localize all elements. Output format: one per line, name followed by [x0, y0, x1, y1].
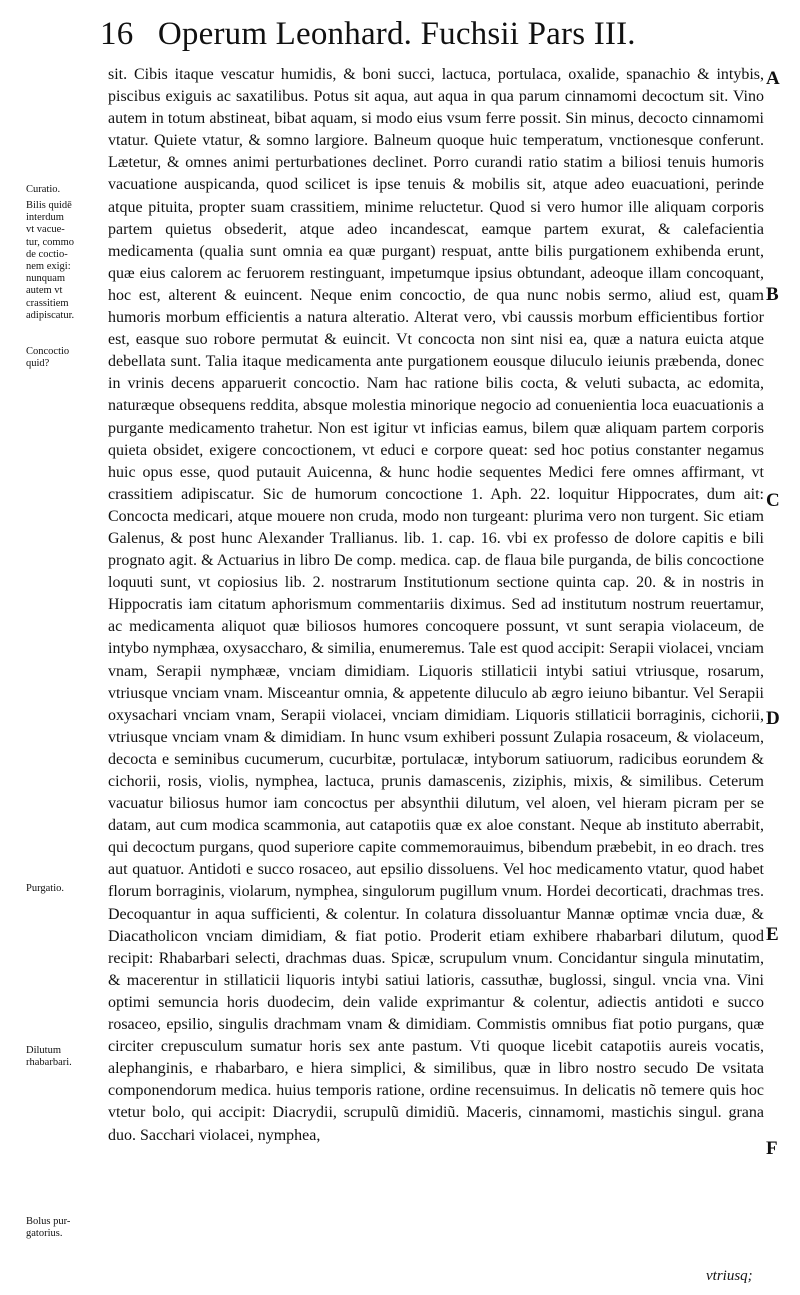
section-letter-c: C — [766, 490, 780, 511]
main-text — [108, 64, 764, 1147]
body-paragraph: sit. Cibis itaque vescatur humidis, & boni succi, lactuca, portulaca, oxalide, spanachio & intybis, piscibus exiguis ac saxatilibus. Potus sit aqua, aut aqua in qua parum cinnamomi decoctum sit. Vino autem in totum abstineat, bibat aquam, si modo eius vsum ferre possit. Sin minus, decocto cinnamomi vtatur. Quiete vtatur, & somno largiore. Balneum quoque huic temperatum, vnctionesque conferunt. Lætetur, & omnes animi perturbationes declinet. Porro curandi ratio statim a biliosi tenuis humoris vacuatione auspicanda, quod scilicet is ipse tenuis & mobilis sit, atque adeo euacuationi, perinde atque pituita, propter suam crassitiem, minime reluctetur. Quod si vero humor ille aliquam corporis partem quietus obsederit, atque adeo incandescat, eamque partem exurat, & calefacientia medicamenta (qualia sunt omnia ea quæ purgant) respuat, antte bilis purgationem exhibenda erunt, quæ eius calorem ac feruorem restinguant, impetumque ipsius obtundant, adeoque illam concoquant, hoc est, alterent & euincent. Neque enim concoctio, de qua nunc nobis sermo, aliud est, quam humoris morbum efficientis a natura alteratio. Alterat vero, vbi caussis morbum efficientibus fortior est, easque suo robore permutat & euincit. Vt concocta non sint nisi ea, quæ a natura euicta atque debellata sunt. Talia itaque medicamenta ante purgationem eousque diluculo ieiunis præbenda, donec in vrinis decens apparuerit concoctio. Nam hac ratione bilis cocta, & veluti subacta, ac edomita, naturæque obsequens reddita, absque molestia minorique negocio ad conuenientia loca euacuationis a purgante medicamento trahetur. Non est igitur vt inficias eamus, bilem quæ aliquam partem corporis quieta obsidet, exigere concoctionem, vt educi e corpore queat: sed hoc potius constanter negamus huic opus esse, quod putauit Auicenna, & hunc hodie sequentes Medici fere omnes affirmant, vt crassitiem adipiscatur. Sic de humorum concoctione 1. Aph. 22. loquitur Hippocrates, dum ait: Concocta medicari, atque mouere non cruda, modo non turgeant: plurima vero non turgent. Sic etiam Galenus, & post hunc Alexander Trallianus. lib. 1. cap. 16. vbi ex professo de dolore capitis e bili prognato agit. & Actuarius in libro De comp. medica. cap. de flaua bile purganda, de bilis concoctione loquuti sunt, vt copiosius lib. 2. nostrarum Institutionum sectione quinta cap. 20. & in nostris in Hippocratis iam citatum aphorismum commentariis diximus. Sed ad institutum nostrum reuertamur, ac medicamenta aliquot quæ biliosos humores concoquere possunt, vt sunt serapia violaceum, de intybo nymphæa, oxysaccharo, & similia, enumeremus. Tale est quod accipit: Serapii violacei, vnciam vnam, Serapii nymphææ, vnciam dimidiam. Liquoris stillaticii intybi satiui vtriusque, rosarum, vtriusque vnciam vnam. Misceantur omnia, & appetente diluculo ab ægro ieiuno bibantur. Vel Serapii oxysachari vnciam vnam, Serapii violacei, vnciam dimidiam. Liquoris stillaticii borraginis, cichorii, vtriusque vnciam vnam & dimidiam. In hunc vsum exhiberi possunt Zulapia rosaceum, & violaceum, decocta e seminibus cucumerum, cucurbitæ, portulacæ, intyborum satiuorum, radicibus eorundem & cichorii, rosis, violis, nymphea, lactuca, prunis damascenis, ziziphis, mixis, & similibus. Ceterum vacuatur biliosus humor iam concoctus per absynthii dilutum, vel aloen, vel hieram picram per se datam, aut cum modica scammonia, aut catapotiis quæ ex aloe constant. Neque ab instituto aberrabit, qui decoctum purgans, quod superiore capite commemorauimus, bibendum præbebit, in eo drach. tres aut quatuor. Antidoti e succo rosaceo, aut epsilio dissoluens. Vel hoc medicamento vtatur, quod habet florum borraginis, violarum, nymphea, singulorum pugillum vnum. Hordei decorticati, drachmas tres. Decoquantur in aqua sufficienti, & colentur. In colatura dissoluantur Mannæ optimæ vncia duæ, & Diacatholicon vnciam dimidiam, & fiat potio. Proderit etiam exhibere rhabarbari dilutum, quod recipit: Rhabarbari selecti, drachmas duas. Spicæ, scrupulum vnum. Concidantur singula minutatim, & macerentur in stillaticii liquoris intybi satiui latioris, cassuthæ, buglossi, singul. vncia vna. Vini optimi semuncia horis duodecim, dein valide exprimantur & colentur, adiectis antidoti e succo rosaceo, epsilio, singulis drachmam vnam & dimidiam. Commistis omnibus fiat potio purgans, quæ circiter crepusculum sumatur horis sex ante pastum. Vti quoque licebit catapotiis aureis vocatis, alephanginis, e rhabarbaro, e hiera simplici, & similibus, quæ in libro nostro secudo De vsitata componendorum medica. huius temporis ratione, ordine recensuimus. In delicatis nõ temere quis hoc vtetur bolo, qui accipit: Diacrydii, scrupulũ dimidiũ. Maceris, cinnamomi, mastichis singul. grana duo. Sacchari violacei, nymphea, — [108, 66, 764, 1144]
marginal-note-dilutum: Dilutum rhabarbari. — [26, 1045, 72, 1069]
marginal-note-concoctio: Concoctio quid? — [26, 346, 70, 370]
section-letter-d: D — [766, 708, 780, 729]
marginal-note-bolus: Bolus pur- gatorius. — [26, 1216, 71, 1240]
marginal-note-purgatio: Purgatio. — [26, 883, 65, 894]
page-number: 16 — [100, 16, 134, 52]
section-letter-b: B — [766, 284, 779, 305]
section-letter-e: E — [766, 924, 779, 945]
catchword: vtriusq; — [706, 1268, 753, 1284]
section-letter-a: A — [766, 68, 780, 89]
section-letter-f: F — [766, 1138, 778, 1159]
page-header — [100, 14, 740, 54]
marginal-note-curatio: Curatio. — [26, 184, 61, 195]
marginal-note-bilis: Bilis quidē interdum vt vacue- tur, commo de coctio- nem exigi: nunquam autem vt crassitiem adipiscatur. — [26, 200, 75, 321]
running-title: Operum Leonhard. Fuchsii Pars III. — [157, 16, 636, 52]
